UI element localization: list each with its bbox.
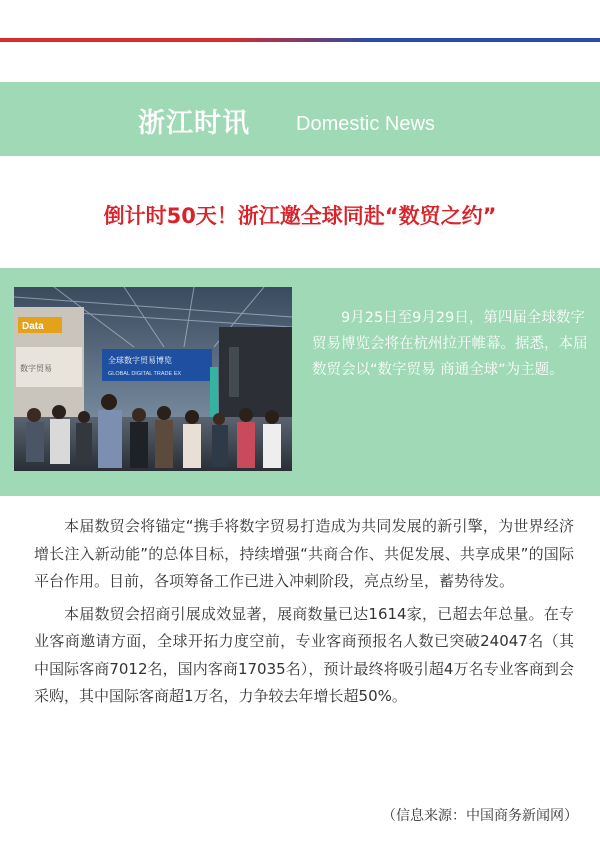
article-headline: 倒计时50天！浙江邀全球同赴“数贸之约”	[103, 204, 497, 228]
top-color-bar	[0, 38, 600, 42]
expo-sign-text: 全球数字贸易博览	[108, 356, 172, 365]
article-body	[34, 513, 574, 716]
feature-paragraph: 9月25日至9月29日，第四届全球数字贸易博览会将在杭州拉开帷幕。据悉，本届数贸会以“数字贸易 商通全球”为主题。	[312, 310, 588, 378]
body-paragraph-1: 本届数贸会将锚定“携手将数字贸易打造成为共同发展的新引擎，为世界经济增长注入新动能”的总体目标，持续增强“共商合作、共促发展、共享成果”的国际平台作用。目前，各项筹备工作已进入冲刺阶段，亮点纷呈，蓄势待发。	[34, 517, 574, 590]
article-source: （信息来源：中国商务新闻网）	[382, 808, 578, 824]
section-subtitle: Domestic News	[296, 113, 435, 135]
booth-sign-text: Data	[22, 321, 44, 332]
section-title: 浙江时讯	[138, 108, 250, 139]
expo-photo	[14, 287, 292, 471]
expo-sign-subtext: GLOBAL DIGITAL TRADE EX	[108, 371, 182, 377]
left-sign-text: 数字贸易	[20, 364, 52, 373]
body-paragraph-2: 本届数贸会招商引展成效显著，展商数量已达1614家，已超去年总量。在专业客商邀请方面，全球开拓力度空前，专业客商预报名人数已突破24047名（其中国际客商7012名，国内客商17035名），预计最终将吸引超4万名专业客商到会采购，其中国际客商超1万名，力争较去年增长超50%。	[34, 604, 574, 705]
